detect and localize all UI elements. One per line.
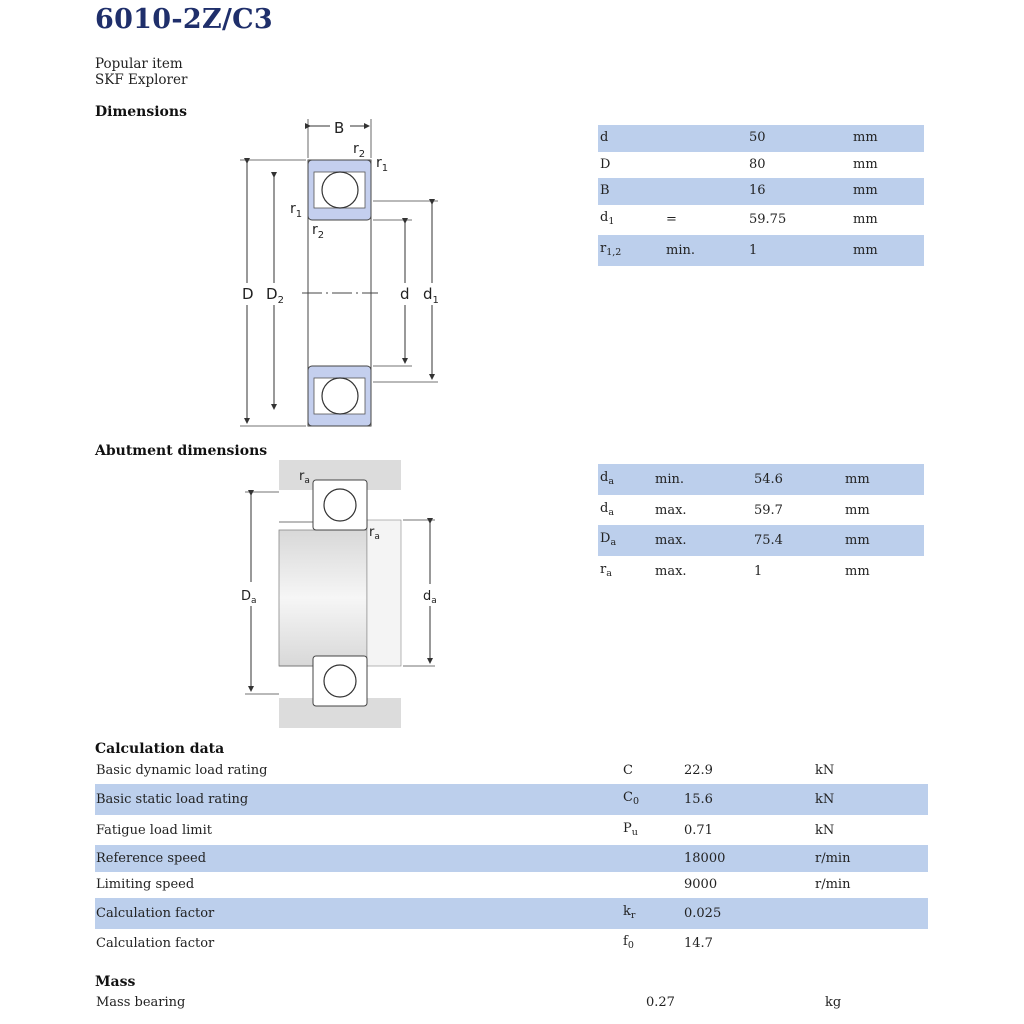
section-mass-heading: Mass bbox=[95, 974, 136, 990]
calc-label-static-load: Basic static load rating bbox=[96, 792, 249, 807]
label-ra-top: r bbox=[299, 469, 305, 484]
label-D: D bbox=[242, 285, 254, 303]
abut-row-da-max: $d_a$ bbox=[600, 501, 614, 518]
svg-text:D2: $D_2$ bbox=[266, 285, 284, 306]
calc-label-dynamic-load: Basic dynamic load rating bbox=[96, 763, 268, 778]
abut-Da-max-qualifier: max. bbox=[655, 533, 687, 548]
label-d1: d bbox=[423, 285, 433, 303]
abutment-diagram bbox=[235, 458, 445, 730]
dim-D-unit: mm bbox=[853, 157, 878, 172]
dim-B-value: 16 bbox=[749, 183, 766, 198]
calculation-table bbox=[95, 757, 928, 951]
label-r2-bottom: r bbox=[312, 222, 318, 238]
dim-row-d1: $d_1$ bbox=[600, 210, 615, 227]
calc-value-static-load: 15.6 bbox=[684, 792, 713, 807]
dim-d-value: 50 bbox=[749, 130, 766, 145]
abut-da-min-qualifier: min. bbox=[655, 472, 684, 487]
abut-da-min-value: 54.6 bbox=[754, 472, 783, 487]
calc-unit-static-load: kN bbox=[815, 792, 835, 807]
svg-text:r2: $r_2$ bbox=[353, 141, 366, 160]
label-r2-top: r bbox=[353, 141, 359, 157]
calc-value-fatigue-limit: 0.71 bbox=[684, 823, 713, 838]
section-calculation-heading: Calculation data bbox=[95, 741, 225, 757]
calc-sym-C0: $C_0$ bbox=[623, 790, 639, 807]
abut-da-max-value: 59.7 bbox=[754, 503, 783, 518]
label-da: d bbox=[423, 589, 432, 604]
abutment-table bbox=[598, 464, 924, 588]
abut-ra-max-unit: mm bbox=[845, 564, 870, 579]
abut-Da-max-unit: mm bbox=[845, 533, 870, 548]
calc-sym-Pu: $P_u$ bbox=[623, 821, 638, 838]
svg-text:ra: $r_a$ bbox=[299, 469, 310, 486]
calc-label-limiting-speed: Limiting speed bbox=[96, 877, 195, 892]
label-D2: D bbox=[266, 285, 278, 303]
dim-row-r12: $r_{1,2}$ bbox=[600, 241, 622, 258]
bottom-ball bbox=[322, 378, 358, 414]
calc-value-factor-f0: 14.7 bbox=[684, 936, 713, 951]
dim-d-unit: mm bbox=[853, 130, 878, 145]
calc-label-factor-f0: Calculation factor bbox=[96, 936, 215, 951]
abut-da-min-unit: mm bbox=[845, 472, 870, 487]
mass-unit: kg bbox=[825, 995, 842, 1010]
dim-r12-unit: mm bbox=[853, 243, 878, 258]
calc-unit-reference-speed: r/min bbox=[815, 851, 851, 866]
bearing-dimensions-diagram bbox=[230, 115, 450, 435]
label-Da: D bbox=[241, 589, 252, 604]
calc-value-dynamic-load: 22.9 bbox=[684, 763, 713, 778]
calc-unit-limiting-speed: r/min bbox=[815, 877, 851, 892]
svg-text:da: $d_a$ bbox=[423, 589, 437, 606]
section-abutment-heading: Abutment dimensions bbox=[95, 443, 268, 459]
calc-sym-f0: $f_0$ bbox=[623, 934, 634, 951]
mass-value: 0.27 bbox=[646, 995, 675, 1010]
shaft-section bbox=[279, 530, 367, 666]
abut-da-max-unit: mm bbox=[845, 503, 870, 518]
dim-d1-value: 59.75 bbox=[749, 212, 787, 227]
product-title: 6010-2Z/C3 bbox=[95, 4, 273, 35]
svg-text:d1: $d_1$ bbox=[423, 285, 439, 306]
label-ra-right: r bbox=[369, 525, 375, 540]
svg-text:ra: $r_a$ bbox=[369, 525, 380, 542]
svg-text:r1: $r_1$ bbox=[376, 155, 389, 174]
dim-B-unit: mm bbox=[853, 183, 878, 198]
label-r1-top: r bbox=[376, 155, 382, 171]
label-r1-left: r bbox=[290, 201, 296, 217]
abut-ra-max-qualifier: max. bbox=[655, 564, 687, 579]
tag-popular-item: Popular item bbox=[95, 56, 183, 72]
calc-label-reference-speed: Reference speed bbox=[96, 851, 207, 866]
svg-text:r2: $r_2$ bbox=[312, 222, 325, 241]
dim-row-D: D bbox=[600, 157, 611, 172]
abut-row-da-min: $d_a$ bbox=[600, 470, 614, 487]
dim-row-B: B bbox=[600, 183, 610, 198]
abut-row-Da-max: $D_a$ bbox=[600, 531, 617, 548]
calc-value-reference-speed: 18000 bbox=[684, 851, 726, 866]
label-B: B bbox=[334, 119, 345, 137]
section-dimensions-heading: Dimensions bbox=[95, 104, 187, 120]
calc-label-factor-kr: Calculation factor bbox=[96, 906, 215, 921]
calc-label-fatigue-limit: Fatigue load limit bbox=[96, 823, 213, 838]
mass-label: Mass bearing bbox=[96, 995, 186, 1010]
abut-row-ra-max: $r_a$ bbox=[600, 562, 612, 579]
calc-value-factor-kr: 0.025 bbox=[684, 906, 722, 921]
abut-ra-max-value: 1 bbox=[754, 564, 763, 579]
calc-unit-fatigue-limit: kN bbox=[815, 823, 835, 838]
calc-value-limiting-speed: 9000 bbox=[684, 877, 718, 892]
tag-skf-explorer: SKF Explorer bbox=[95, 72, 188, 88]
top-ball bbox=[322, 172, 358, 208]
calc-sym-C: C bbox=[623, 763, 633, 778]
label-d: d bbox=[400, 285, 410, 303]
abut-da-max-qualifier: max. bbox=[655, 503, 687, 518]
abut-Da-max-value: 75.4 bbox=[754, 533, 783, 548]
dim-D-value: 80 bbox=[749, 157, 766, 172]
calc-sym-kr: $k_r$ bbox=[623, 904, 636, 921]
dim-d1-qualifier: = bbox=[666, 212, 677, 227]
dim-r12-qualifier: min. bbox=[666, 243, 695, 258]
svg-text:Da: $D_a$ bbox=[241, 589, 257, 606]
dim-d1-unit: mm bbox=[853, 212, 878, 227]
dim-row-d: d bbox=[600, 130, 609, 145]
dim-r12-value: 1 bbox=[749, 243, 758, 258]
calc-unit-dynamic-load: kN bbox=[815, 763, 835, 778]
svg-text:r1: $r_1$ bbox=[290, 201, 303, 220]
dimensions-table bbox=[598, 125, 924, 267]
